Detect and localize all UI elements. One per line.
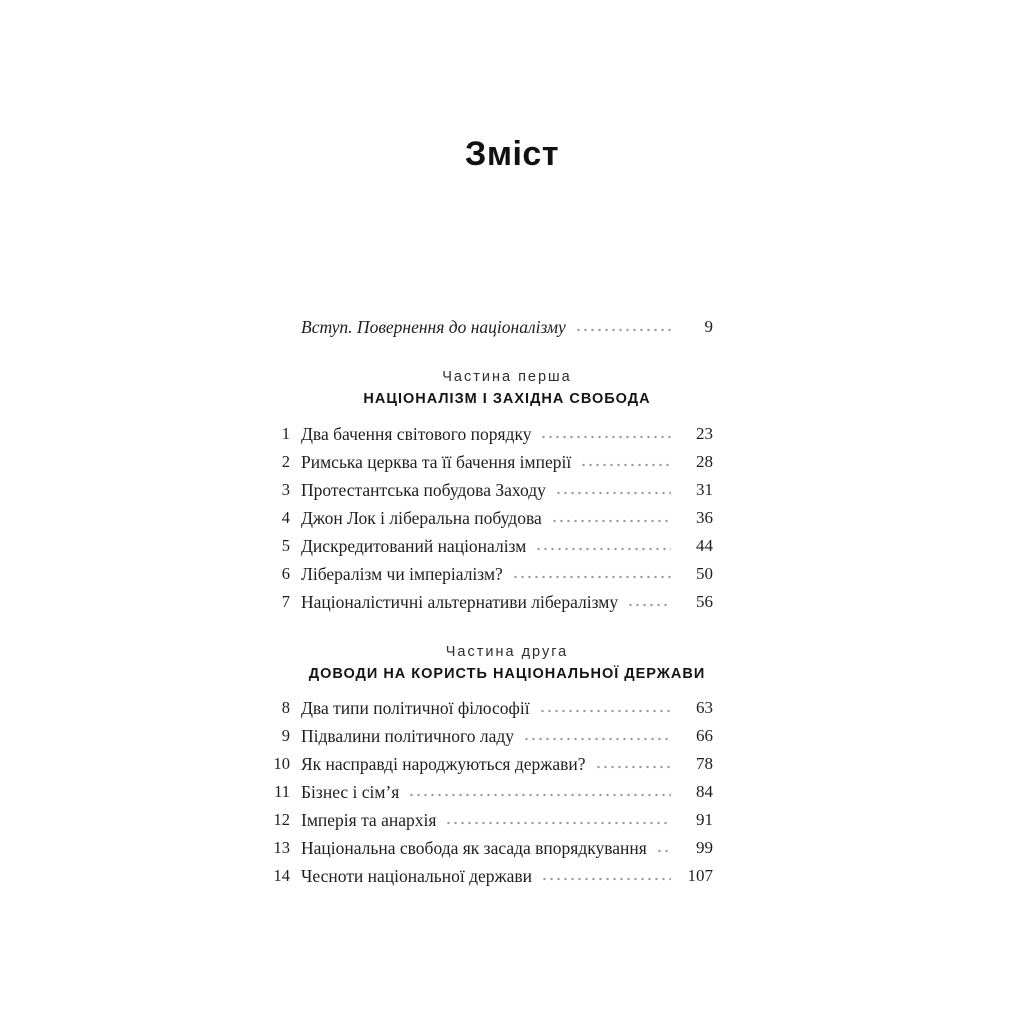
entry-number: 10 — [273, 754, 290, 773]
part-label: Частина перша — [442, 369, 572, 385]
entry-title: Два бачення світового порядку — [301, 424, 532, 444]
entry-page-number: 107 — [687, 866, 713, 885]
entry-number: 2 — [281, 452, 290, 471]
toc-entry-intro — [259, 313, 713, 341]
dot-leader — [539, 694, 671, 722]
entry-title: Два типи політичної філософії — [301, 698, 530, 718]
entry-title: Джон Лок і ліберальна побудова — [301, 508, 542, 528]
entry-number — [259, 313, 290, 341]
entry-page-number: 66 — [696, 726, 713, 745]
entry-page-number: 31 — [696, 480, 713, 499]
part-2-entries — [259, 694, 713, 890]
entry-page-number: 91 — [696, 810, 713, 829]
entry-number: 7 — [281, 592, 290, 611]
entry-number: 13 — [273, 838, 290, 857]
toc-entry — [259, 778, 713, 806]
entry-number: 11 — [274, 782, 290, 801]
toc-entry — [259, 476, 713, 504]
toc-entry — [259, 532, 713, 560]
dot-leader — [408, 778, 671, 806]
part-label: Частина друга — [445, 644, 569, 660]
entry-number: 9 — [281, 726, 290, 745]
entry-title: Імперія та анархія — [301, 810, 437, 830]
toc-entry — [259, 834, 713, 862]
toc-entry — [259, 862, 713, 890]
entry-title: Вступ. Повернення до націоналізму — [301, 317, 566, 337]
toc-entry — [259, 560, 713, 588]
entry-number: 5 — [281, 536, 290, 555]
toc-entry — [259, 588, 713, 616]
toc-entry — [259, 694, 713, 722]
toc-entry — [259, 750, 713, 778]
dot-leader — [540, 420, 671, 448]
dot-leader — [555, 476, 671, 504]
toc-entry — [259, 448, 713, 476]
entry-page-number: 44 — [696, 536, 713, 555]
entry-page-number: 23 — [696, 424, 713, 443]
entry-page-number: 78 — [696, 754, 713, 773]
entry-page-number: 63 — [696, 698, 713, 717]
toc-intro-block — [259, 313, 713, 341]
entry-number: 4 — [281, 508, 290, 527]
entry-title: Підвалини політичного ладу — [301, 726, 514, 746]
dot-leader — [627, 588, 671, 616]
part-1-entries — [259, 420, 713, 616]
entry-title: Як насправді народжуються держави? — [301, 754, 586, 774]
toc-entry — [259, 504, 713, 532]
entry-number: 1 — [281, 424, 290, 443]
entry-title: Чесноти національної держави — [301, 866, 532, 886]
entry-page-number: 84 — [696, 782, 713, 801]
toc-entry — [259, 420, 713, 448]
dot-leader — [551, 504, 671, 532]
entry-title: Бізнес і сім’я — [301, 782, 400, 802]
entry-page-number: 99 — [696, 838, 713, 857]
dot-leader — [523, 722, 671, 750]
entry-page-number: 28 — [696, 452, 713, 471]
dot-leader — [656, 834, 671, 862]
entry-page-number: 50 — [696, 564, 713, 583]
part-1-header — [259, 369, 713, 409]
dot-leader — [580, 448, 671, 476]
dot-leader — [541, 862, 671, 890]
part-heading: ДОВОДИ НА КОРИСТЬ НАЦІОНАЛЬНОЇ ДЕРЖАВИ — [308, 666, 706, 682]
entry-page-number: 36 — [696, 508, 713, 527]
toc-entry — [259, 806, 713, 834]
entry-title: Лібералізм чи імперіалізм? — [301, 564, 503, 584]
part-2-header — [259, 644, 713, 684]
entry-title: Дискредитований націоналізм — [301, 536, 527, 556]
toc-entry — [259, 722, 713, 750]
entry-page-number: 9 — [704, 317, 713, 336]
entry-title: Протестантська побудова Заходу — [301, 480, 546, 500]
page-title: Зміст — [465, 135, 559, 173]
entry-number: 6 — [281, 564, 290, 583]
entry-number: 3 — [281, 480, 290, 499]
dot-leader — [535, 532, 671, 560]
dot-leader — [575, 313, 671, 341]
dot-leader — [512, 560, 671, 588]
entry-page-number: 56 — [696, 592, 713, 611]
entry-title: Націоналістичні альтернативи лібералізму — [301, 592, 619, 612]
entry-number: 12 — [273, 810, 290, 829]
part-heading: НАЦІОНАЛІЗМ І ЗАХІДНА СВОБОДА — [363, 391, 651, 407]
entry-number: 14 — [273, 866, 290, 885]
dot-leader — [445, 806, 671, 834]
dot-leader — [595, 750, 671, 778]
entry-number: 8 — [281, 698, 290, 717]
entry-title: Національна свобода як засада впорядкування — [301, 838, 647, 858]
entry-title: Римська церква та її бачення імперії — [301, 452, 572, 472]
